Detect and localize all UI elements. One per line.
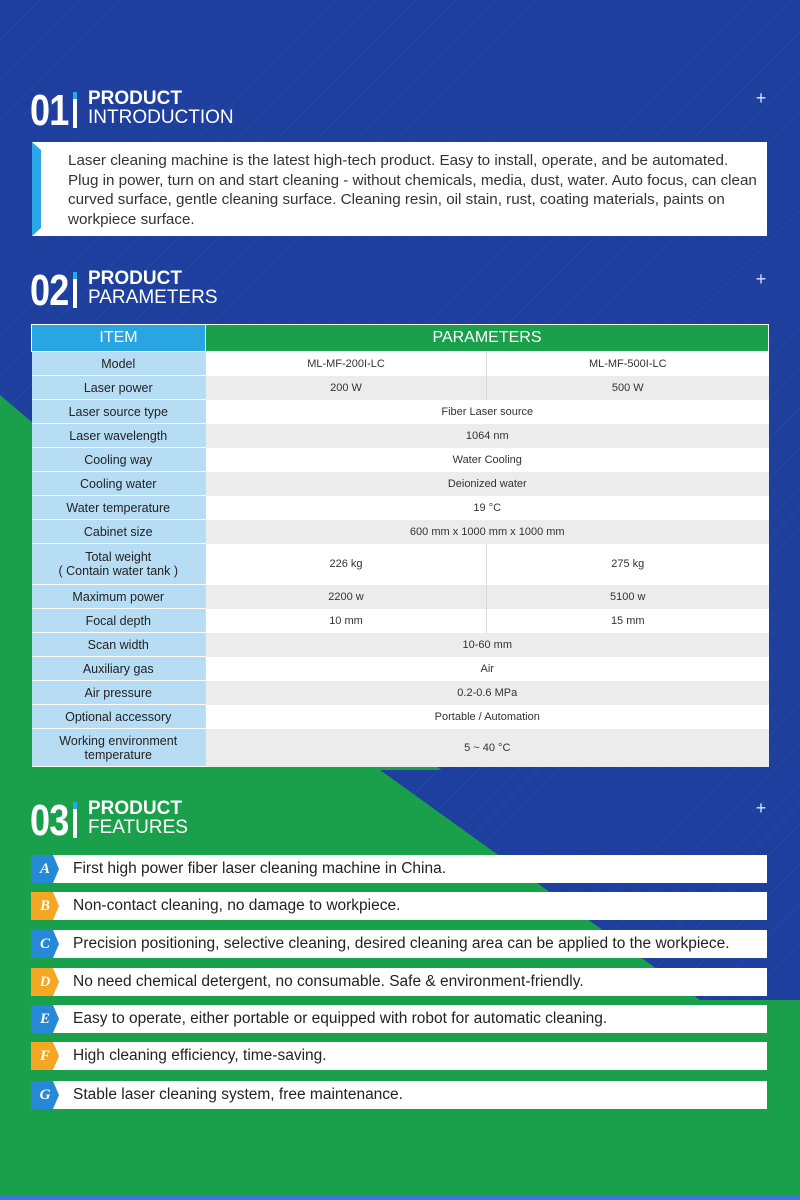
feature-badge [31, 1081, 59, 1109]
feature-item [31, 1042, 767, 1070]
row-value: 5100 w [487, 585, 769, 609]
table-row [32, 496, 769, 520]
intro-accent-tab [32, 142, 41, 236]
feature-letter: B [39, 898, 50, 914]
table-row [32, 352, 769, 376]
parameters-table [31, 324, 769, 767]
table-row [32, 585, 769, 609]
feature-letter: D [39, 974, 51, 990]
row-value: 5 ~ 40 °C [206, 729, 769, 767]
feature-item [31, 1005, 767, 1033]
row-value: Fiber Laser source [206, 400, 769, 424]
feature-badge [31, 855, 59, 883]
intro-title-line2: INTRODUCTION [88, 107, 234, 128]
row-value: 10-60 mm [206, 633, 769, 657]
section-divider [73, 802, 77, 838]
row-label: Maximum power [32, 585, 206, 609]
row-value: 10 mm [206, 609, 487, 633]
row-label-line2: ( Contain water tank ) [58, 564, 178, 578]
feature-badge [31, 1042, 59, 1070]
features-title-line1: PRODUCT [88, 798, 182, 819]
row-value: 15 mm [487, 609, 769, 633]
intro-section-number: 01 [30, 86, 69, 135]
row-label: Cooling water [32, 472, 206, 496]
plus-icon: + [755, 798, 767, 818]
section-divider [73, 92, 77, 128]
feature-text: Non-contact cleaning, no damage to workpiece. [73, 897, 401, 914]
table-row [32, 657, 769, 681]
row-label: Air pressure [32, 681, 206, 705]
row-value: Deionized water [206, 472, 769, 496]
feature-badge [31, 930, 59, 958]
row-value: Air [206, 657, 769, 681]
row-value: 275 kg [487, 544, 769, 585]
section-divider [73, 272, 77, 308]
plus-icon: + [755, 88, 767, 108]
row-value: 0.2-0.6 MPa [206, 681, 769, 705]
feature-item [31, 855, 767, 883]
row-value: ML-MF-500I-LC [487, 352, 769, 376]
table-header-row [32, 325, 769, 352]
table-row [32, 520, 769, 544]
row-label: Cabinet size [32, 520, 206, 544]
row-value: 500 W [487, 376, 769, 400]
row-label: Laser power [32, 376, 206, 400]
row-label-line2: temperature [84, 747, 152, 762]
row-value: 2200 w [206, 585, 487, 609]
row-label: Laser wavelength [32, 424, 206, 448]
intro-text: Laser cleaning machine is the latest high-tech product. Easy to install, operate, and be automated. Plug in power, turn on and start cleaning - without chemicals, media, dust, water. Auto focus, can clean curved surface, gentle cleaning surface. Cleaning resin, oil stain, rust, coating materials, paints on workpiece surface. [68, 152, 757, 228]
feature-badge [31, 892, 59, 920]
feature-text: High cleaning efficiency, time-saving. [73, 1047, 327, 1064]
intro-box [32, 142, 767, 236]
table-row [32, 376, 769, 400]
feature-text: Easy to operate, either portable or equipped with robot for automatic cleaning. [73, 1010, 608, 1027]
row-label: Scan width [32, 633, 206, 657]
table-row [32, 472, 769, 496]
table-row [32, 448, 769, 472]
row-label: Focal depth [32, 609, 206, 633]
row-label: Model [32, 352, 206, 376]
table-row [32, 400, 769, 424]
header-parameters: PARAMETERS [206, 325, 769, 352]
feature-letter: A [39, 861, 50, 877]
feature-item [31, 968, 767, 996]
feature-letter: C [39, 936, 50, 952]
header-item: ITEM [32, 325, 206, 352]
row-label: Cooling way [32, 448, 206, 472]
feature-text: No need chemical detergent, no consumable. Safe & environment-friendly. [73, 973, 584, 990]
params-title-line2: PARAMETERS [88, 287, 218, 308]
feature-item [31, 1081, 767, 1109]
feature-badge [31, 968, 59, 996]
table-row [32, 609, 769, 633]
row-label: Water temperature [32, 496, 206, 520]
features-title-line2: FEATURES [88, 817, 188, 838]
table-row [32, 681, 769, 705]
feature-text: First high power fiber laser cleaning machine in China. [73, 860, 447, 877]
table-row [32, 729, 769, 767]
table-row [32, 705, 769, 729]
row-label: Laser source type [32, 400, 206, 424]
table-row [32, 424, 769, 448]
row-value: 1064 nm [206, 424, 769, 448]
row-label [32, 729, 206, 767]
row-value: 600 mm x 1000 mm x 1000 mm [206, 520, 769, 544]
intro-title-line1: PRODUCT [88, 88, 182, 109]
row-value: ML-MF-200I-LC [206, 352, 487, 376]
row-label [32, 544, 206, 585]
feature-letter: F [39, 1048, 50, 1064]
plus-icon: + [755, 269, 767, 289]
row-value: Portable / Automation [206, 705, 769, 729]
row-value: Water Cooling [206, 448, 769, 472]
feature-letter: E [39, 1011, 50, 1027]
row-label: Optional accessory [32, 705, 206, 729]
params-title-line1: PRODUCT [88, 268, 182, 289]
features-section-number: 03 [30, 796, 69, 845]
row-label-line1: Total weight [85, 550, 152, 564]
row-value: 19 °C [206, 496, 769, 520]
feature-text: Precision positioning, selective cleaning, desired cleaning area can be applied to the workpiece. [73, 935, 730, 952]
row-label: Auxiliary gas [32, 657, 206, 681]
feature-badge [31, 1005, 59, 1033]
feature-text: Stable laser cleaning system, free maintenance. [73, 1086, 403, 1103]
params-section-number: 02 [30, 266, 69, 315]
table-row [32, 544, 769, 585]
feature-item [31, 892, 767, 920]
row-label-line1: Working environment [59, 733, 178, 748]
table-row [32, 633, 769, 657]
feature-letter: G [39, 1087, 51, 1103]
row-value: 200 W [206, 376, 487, 400]
row-value: 226 kg [206, 544, 487, 585]
feature-item [31, 930, 767, 958]
